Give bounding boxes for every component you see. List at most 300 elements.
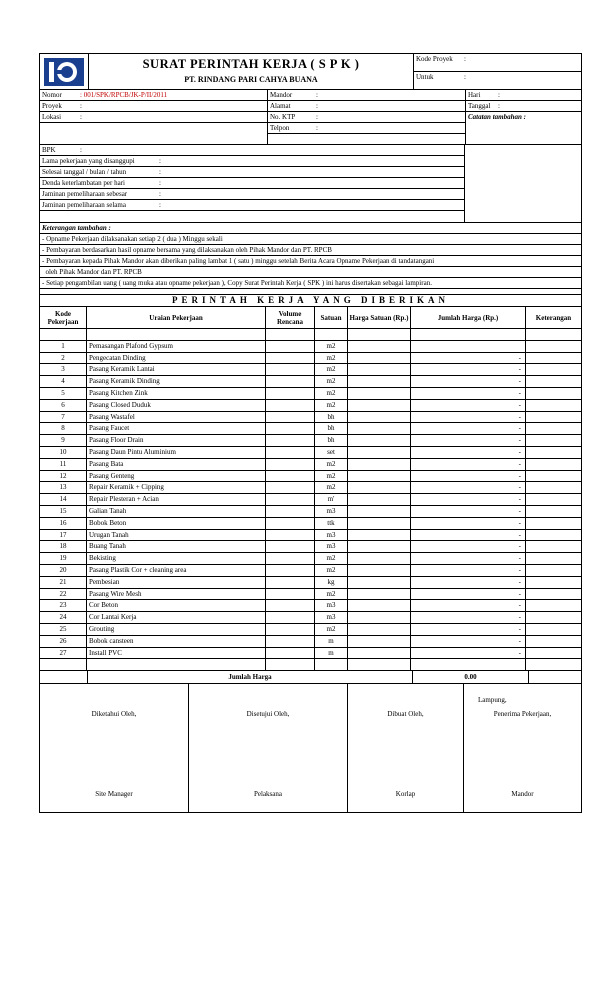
row-sum: - (411, 376, 526, 387)
total-row (40, 671, 581, 684)
alamat-row (268, 101, 465, 112)
row-no: 5 (40, 388, 87, 399)
row-unit: m3 (315, 612, 348, 623)
row-no: 10 (40, 447, 87, 458)
row-note[interactable] (526, 353, 581, 364)
telpon-field[interactable]: : (316, 124, 318, 132)
row-volume[interactable] (266, 541, 315, 552)
row-item: Bekisting (87, 553, 266, 564)
row-sum: - (411, 506, 526, 517)
row-sum: - (411, 388, 526, 399)
row-no: 8 (40, 423, 87, 434)
term-row (40, 156, 464, 167)
signature-role: Site Manager (95, 790, 133, 799)
row-no: 19 (40, 553, 87, 564)
row-no: 12 (40, 471, 87, 482)
row-note[interactable] (526, 388, 581, 399)
row-price[interactable] (348, 589, 411, 600)
row-no: 2 (40, 353, 87, 364)
ktp-label: No. KTP (270, 113, 296, 121)
row-sum: - (411, 589, 526, 600)
kode-proyek-field[interactable]: : (464, 55, 466, 63)
term-label: Jaminan pemeliharaan sebesar (42, 190, 128, 198)
catatan-area[interactable] (465, 145, 581, 222)
row-note[interactable] (526, 636, 581, 647)
table-row (40, 600, 581, 612)
row-note[interactable] (526, 471, 581, 482)
row-sum: - (411, 459, 526, 470)
row-note[interactable] (526, 423, 581, 434)
row-price[interactable] (348, 482, 411, 493)
row-unit: m2 (315, 482, 348, 493)
row-note[interactable] (526, 412, 581, 423)
row-item: Pasang Closed Duduk (87, 400, 266, 411)
row-volume[interactable] (266, 435, 315, 446)
hari-label: Hari (468, 91, 481, 99)
row-item: Buang Tanah (87, 541, 266, 552)
table-row (40, 577, 581, 589)
row-price[interactable] (348, 412, 411, 423)
note-line: - Setiap pengambilan uang ( uang muka atau opname pekerjaan ), Copy Surat Perintah Kerja ( SPK ) ini harus disertakan sebagai lampiran. (40, 278, 581, 289)
row-price[interactable] (348, 600, 411, 611)
row-note[interactable] (526, 577, 581, 588)
row-unit: m (315, 636, 348, 647)
row-unit: m3 (315, 506, 348, 517)
row-volume[interactable] (266, 471, 315, 482)
proyek-label: Proyek (42, 102, 62, 110)
row-volume[interactable] (266, 376, 315, 387)
table-row (40, 388, 581, 400)
row-item: Galian Tanah (87, 506, 266, 517)
row-note[interactable] (526, 447, 581, 458)
row-volume[interactable] (266, 648, 315, 659)
proyek-field[interactable]: : (80, 102, 82, 110)
row-price[interactable] (348, 376, 411, 387)
signature-caption: Dibuat Oleh, (387, 710, 424, 719)
col-satuan: Satuan (315, 307, 348, 328)
row-volume[interactable] (266, 624, 315, 635)
row-sum: - (411, 600, 526, 611)
row-sum: - (411, 636, 526, 647)
alamat-label: Alamat (270, 102, 291, 110)
info-block (40, 90, 581, 145)
table-row (40, 530, 581, 542)
col-jumlah: Jumlah Harga (Rp.) (411, 307, 526, 328)
signature-mandor[interactable] (464, 684, 581, 812)
lokasi-label: Lokasi (42, 113, 62, 121)
row-no: 25 (40, 624, 87, 635)
row-volume[interactable] (266, 518, 315, 529)
form-title: SURAT PERINTAH KERJA ( S P K ) (142, 57, 360, 71)
table-row (40, 589, 581, 601)
signature-block (40, 684, 581, 812)
telpon-label: Telpon (270, 124, 290, 132)
row-sum: - (411, 482, 526, 493)
row-item: Pasang Wastafel (87, 412, 266, 423)
row-unit: bh (315, 412, 348, 423)
row-price[interactable] (348, 364, 411, 375)
kode-proyek-label: Kode Proyek (416, 55, 453, 63)
table-row (40, 435, 581, 447)
signature-korlap[interactable] (348, 684, 464, 812)
form-header (40, 54, 581, 90)
row-no: 16 (40, 518, 87, 529)
note-line: - Opname Pekerjaan dilaksanakan setiap 2 ( dua ) Minggu sekali (40, 234, 581, 245)
table-row (40, 624, 581, 636)
nomor-label: Nomor (42, 91, 62, 99)
untuk-row (414, 72, 581, 89)
term-row (40, 200, 464, 211)
row-note[interactable] (526, 648, 581, 659)
signature-site-manager[interactable] (40, 684, 189, 812)
catatan-label: Catatan tambahan : (468, 113, 526, 121)
mandor-field[interactable]: : (316, 91, 318, 99)
row-no: 21 (40, 577, 87, 588)
table-row (40, 553, 581, 565)
table-row (40, 648, 581, 660)
row-no: 9 (40, 435, 87, 446)
row-no: 3 (40, 364, 87, 375)
term-row (40, 167, 464, 178)
table-row-spacer (40, 659, 581, 671)
row-price[interactable] (348, 565, 411, 576)
tanggal-row (466, 101, 581, 112)
row-item: Pasang Daun Pintu Aluminium (87, 447, 266, 458)
row-note[interactable] (526, 341, 581, 352)
row-item: Install PVC (87, 648, 266, 659)
row-sum: - (411, 648, 526, 659)
row-sum: - (411, 400, 526, 411)
note-line: oleh Pihak Mandor dan PT. RPCB (40, 267, 581, 278)
row-note[interactable] (526, 600, 581, 611)
row-sum: - (411, 553, 526, 564)
company-logo (40, 54, 89, 89)
row-item: Pasang Wire Mesh (87, 589, 266, 600)
row-item: Pasang Bata (87, 459, 266, 470)
row-unit: m3 (315, 600, 348, 611)
row-note[interactable] (526, 482, 581, 493)
term-field[interactable]: : (159, 157, 161, 165)
row-note[interactable] (526, 506, 581, 517)
row-sum: - (411, 423, 526, 434)
telpon-row (268, 123, 465, 134)
term-row (40, 189, 464, 200)
row-item: Grouting (87, 624, 266, 635)
row-no: 6 (40, 400, 87, 411)
row-unit: m3 (315, 530, 348, 541)
lokasi-row (40, 112, 267, 123)
row-volume[interactable] (266, 447, 315, 458)
section-title: PERINTAH KERJA YANG DIBERIKAN (40, 295, 581, 307)
row-sum: - (411, 494, 526, 505)
row-sum: - (411, 577, 526, 588)
row-volume[interactable] (266, 565, 315, 576)
row-note[interactable] (526, 530, 581, 541)
row-note[interactable] (526, 459, 581, 470)
term-field[interactable]: : (159, 201, 161, 209)
signature-pelaksana[interactable] (189, 684, 348, 812)
row-sum: - (411, 471, 526, 482)
row-volume[interactable] (266, 423, 315, 434)
bpk-label: BPK (42, 146, 56, 154)
table-row (40, 612, 581, 624)
lokasi-field[interactable]: : (80, 113, 82, 121)
term-field[interactable]: : (159, 168, 161, 176)
row-item: Cor Beton (87, 600, 266, 611)
row-no: 14 (40, 494, 87, 505)
row-no: 24 (40, 612, 87, 623)
row-price[interactable] (348, 353, 411, 364)
row-volume[interactable] (266, 388, 315, 399)
row-no: 17 (40, 530, 87, 541)
untuk-label: Untuk (416, 73, 434, 81)
row-no: 1 (40, 341, 87, 352)
row-no: 20 (40, 565, 87, 576)
row-volume[interactable] (266, 612, 315, 623)
row-price[interactable] (348, 388, 411, 399)
row-item: Pasang Faucet (87, 423, 266, 434)
table-row (40, 376, 581, 388)
term-row (40, 178, 464, 189)
row-price[interactable] (348, 648, 411, 659)
untuk-field[interactable]: : (464, 73, 466, 81)
row-price[interactable] (348, 624, 411, 635)
row-volume[interactable] (266, 530, 315, 541)
row-no: 23 (40, 600, 87, 611)
row-volume[interactable] (266, 482, 315, 493)
row-sum: - (411, 447, 526, 458)
row-sum: - (411, 565, 526, 576)
row-unit: m' (315, 494, 348, 505)
row-price[interactable] (348, 530, 411, 541)
table-row (40, 471, 581, 483)
row-no: 18 (40, 541, 87, 552)
table-row (40, 459, 581, 471)
row-unit: m2 (315, 376, 348, 387)
logo-icon (43, 57, 85, 87)
row-item: Pasang Genteng (87, 471, 266, 482)
row-volume[interactable] (266, 459, 315, 470)
col-volume: Volume Rencana (266, 307, 315, 328)
row-sum: - (411, 530, 526, 541)
row-volume[interactable] (266, 364, 315, 375)
term-label: Jaminan pemeliharaan selama (42, 201, 126, 209)
note-line: - Pembayaran kepada Pihak Mandor akan diberikan paling lambat 1 ( satu ) minggu setelah Berita Acara Opname Pekerjaan di tandatangani (40, 256, 581, 267)
col-keterangan: Keterangan (535, 313, 572, 322)
row-note[interactable] (526, 376, 581, 387)
ktp-row (268, 112, 465, 123)
row-unit: m2 (315, 353, 348, 364)
row-note[interactable] (526, 589, 581, 600)
row-price[interactable] (348, 518, 411, 529)
row-unit: ttk (315, 518, 348, 529)
row-note[interactable] (526, 435, 581, 446)
row-no: 15 (40, 506, 87, 517)
row-price[interactable] (348, 471, 411, 482)
row-item: Bobok cansteen (87, 636, 266, 647)
table-row (40, 565, 581, 577)
row-note[interactable] (526, 565, 581, 576)
row-unit: m2 (315, 341, 348, 352)
row-price[interactable] (348, 435, 411, 446)
row-price[interactable] (348, 553, 411, 564)
table-row (40, 423, 581, 435)
row-note[interactable] (526, 541, 581, 552)
row-sum: - (411, 435, 526, 446)
row-note[interactable] (526, 400, 581, 411)
proyek-row (40, 101, 267, 112)
col-uraian: Uraian Pekerjaan (87, 307, 266, 328)
tanggal-field[interactable]: : (498, 102, 500, 110)
row-unit: m (315, 648, 348, 659)
table-row (40, 412, 581, 424)
signature-caption: Disetujui Oleh, (246, 710, 290, 719)
row-price[interactable] (348, 494, 411, 505)
row-volume[interactable] (266, 600, 315, 611)
hari-field[interactable]: : (498, 91, 500, 99)
term-field[interactable]: : (159, 190, 161, 198)
table-row (40, 364, 581, 376)
table-row (40, 353, 581, 365)
row-unit: m2 (315, 459, 348, 470)
row-item: Repair Keramik + Cipping (87, 482, 266, 493)
row-price[interactable] (348, 423, 411, 434)
row-unit: m2 (315, 565, 348, 576)
row-sum: - (411, 364, 526, 375)
row-no: 22 (40, 589, 87, 600)
table-row (40, 400, 581, 412)
signature-role: Pelaksana (254, 790, 282, 799)
row-item: Pemasangan Plafond Gypsum (87, 341, 266, 352)
row-price[interactable] (348, 577, 411, 588)
col-kode: Kode Pekerjaan (40, 307, 87, 328)
row-volume[interactable] (266, 589, 315, 600)
row-item: Pembesian (87, 577, 266, 588)
table-row (40, 482, 581, 494)
row-sum: - (411, 412, 526, 423)
notes-block (40, 222, 581, 295)
row-item: Pengecatan Dinding (87, 353, 266, 364)
row-unit: m2 (315, 471, 348, 482)
bpk-field[interactable]: : (80, 146, 82, 154)
row-price[interactable] (348, 459, 411, 470)
row-no: 26 (40, 636, 87, 647)
row-no: 13 (40, 482, 87, 493)
row-volume[interactable] (266, 506, 315, 517)
notes-title: Keterangan tambahan : (40, 223, 581, 234)
row-price[interactable] (348, 506, 411, 517)
row-sum: - (411, 353, 526, 364)
signature-role: Mandor (511, 790, 534, 799)
row-no: 4 (40, 376, 87, 387)
mandor-label: Mandor (270, 91, 293, 99)
spk-form (39, 53, 582, 813)
company-name: PT. RINDANG PARI CAHYA BUANA (184, 75, 318, 84)
table-body (40, 341, 581, 660)
ktp-field[interactable]: : (316, 113, 318, 121)
kode-proyek-row (414, 54, 581, 72)
row-note[interactable] (526, 364, 581, 375)
row-note[interactable] (526, 494, 581, 505)
nomor-value[interactable]: : 001/SPK/RPCB/JK-P/II/2011 (80, 91, 168, 99)
row-volume[interactable] (266, 412, 315, 423)
row-volume[interactable] (266, 577, 315, 588)
term-field[interactable]: : (159, 179, 161, 187)
table-row-spacer (40, 329, 581, 341)
row-item: Bobok Beton (87, 518, 266, 529)
table-row (40, 636, 581, 648)
term-label: Lama pekerjaan yang disanggupi (42, 157, 135, 165)
row-unit: m2 (315, 400, 348, 411)
row-sum: - (411, 624, 526, 635)
row-price[interactable] (348, 541, 411, 552)
row-unit: kg (315, 577, 348, 588)
signature-caption: Diketahui Oleh, (91, 710, 137, 719)
row-volume[interactable] (266, 341, 315, 352)
row-item: Pasang Kitchen Zink (87, 388, 266, 399)
row-price[interactable] (348, 400, 411, 411)
row-volume[interactable] (266, 400, 315, 411)
row-volume[interactable] (266, 553, 315, 564)
row-item: Pasang Plastik Cor + cleaning area (87, 565, 266, 576)
row-item: Cor Lantai Kerja (87, 612, 266, 623)
row-note[interactable] (526, 624, 581, 635)
row-sum: - (411, 518, 526, 529)
row-unit: m2 (315, 589, 348, 600)
signature-caption: Penerima Pekerjaan, (493, 710, 552, 719)
row-unit: m3 (315, 541, 348, 552)
alamat-field[interactable]: : (316, 102, 318, 110)
row-note[interactable] (526, 612, 581, 623)
row-no: 11 (40, 459, 87, 470)
row-unit: m2 (315, 364, 348, 375)
row-note[interactable] (526, 518, 581, 529)
row-unit: bh (315, 423, 348, 434)
total-label: Jumlah Harga (88, 671, 413, 683)
signature-place: Lampung, (478, 696, 507, 705)
row-unit: m2 (315, 553, 348, 564)
row-volume[interactable] (266, 353, 315, 364)
bpk-row (40, 145, 464, 156)
hari-row (466, 90, 581, 101)
row-item: Repair Plesteran + Acian (87, 494, 266, 505)
row-price[interactable] (348, 636, 411, 647)
row-unit: set (315, 447, 348, 458)
row-item: Urugan Tanah (87, 530, 266, 541)
row-sum: - (411, 612, 526, 623)
row-unit: bh (315, 435, 348, 446)
row-item: Pasang Floor Drain (87, 435, 266, 446)
row-unit: m2 (315, 624, 348, 635)
table-row (40, 447, 581, 459)
row-volume[interactable] (266, 494, 315, 505)
row-note[interactable] (526, 553, 581, 564)
row-no: 7 (40, 412, 87, 423)
row-price[interactable] (348, 447, 411, 458)
row-price[interactable] (348, 612, 411, 623)
row-price[interactable] (348, 341, 411, 352)
term-label: Denda keterlambatan per hari (42, 179, 125, 187)
row-no: 27 (40, 648, 87, 659)
note-line: - Pembayaran berdasarkan hasil opname bersama yang dilaksanakan oleh Pihak Mandor dan PT. RPCB (40, 245, 581, 256)
tanggal-label: Tanggal (468, 102, 491, 110)
row-unit: m2 (315, 388, 348, 399)
signature-role: Korlap (395, 790, 416, 799)
nomor-row (40, 90, 267, 101)
row-volume[interactable] (266, 636, 315, 647)
row-item: Pasang Keramik Lantai (87, 364, 266, 375)
row-sum: - (411, 541, 526, 552)
